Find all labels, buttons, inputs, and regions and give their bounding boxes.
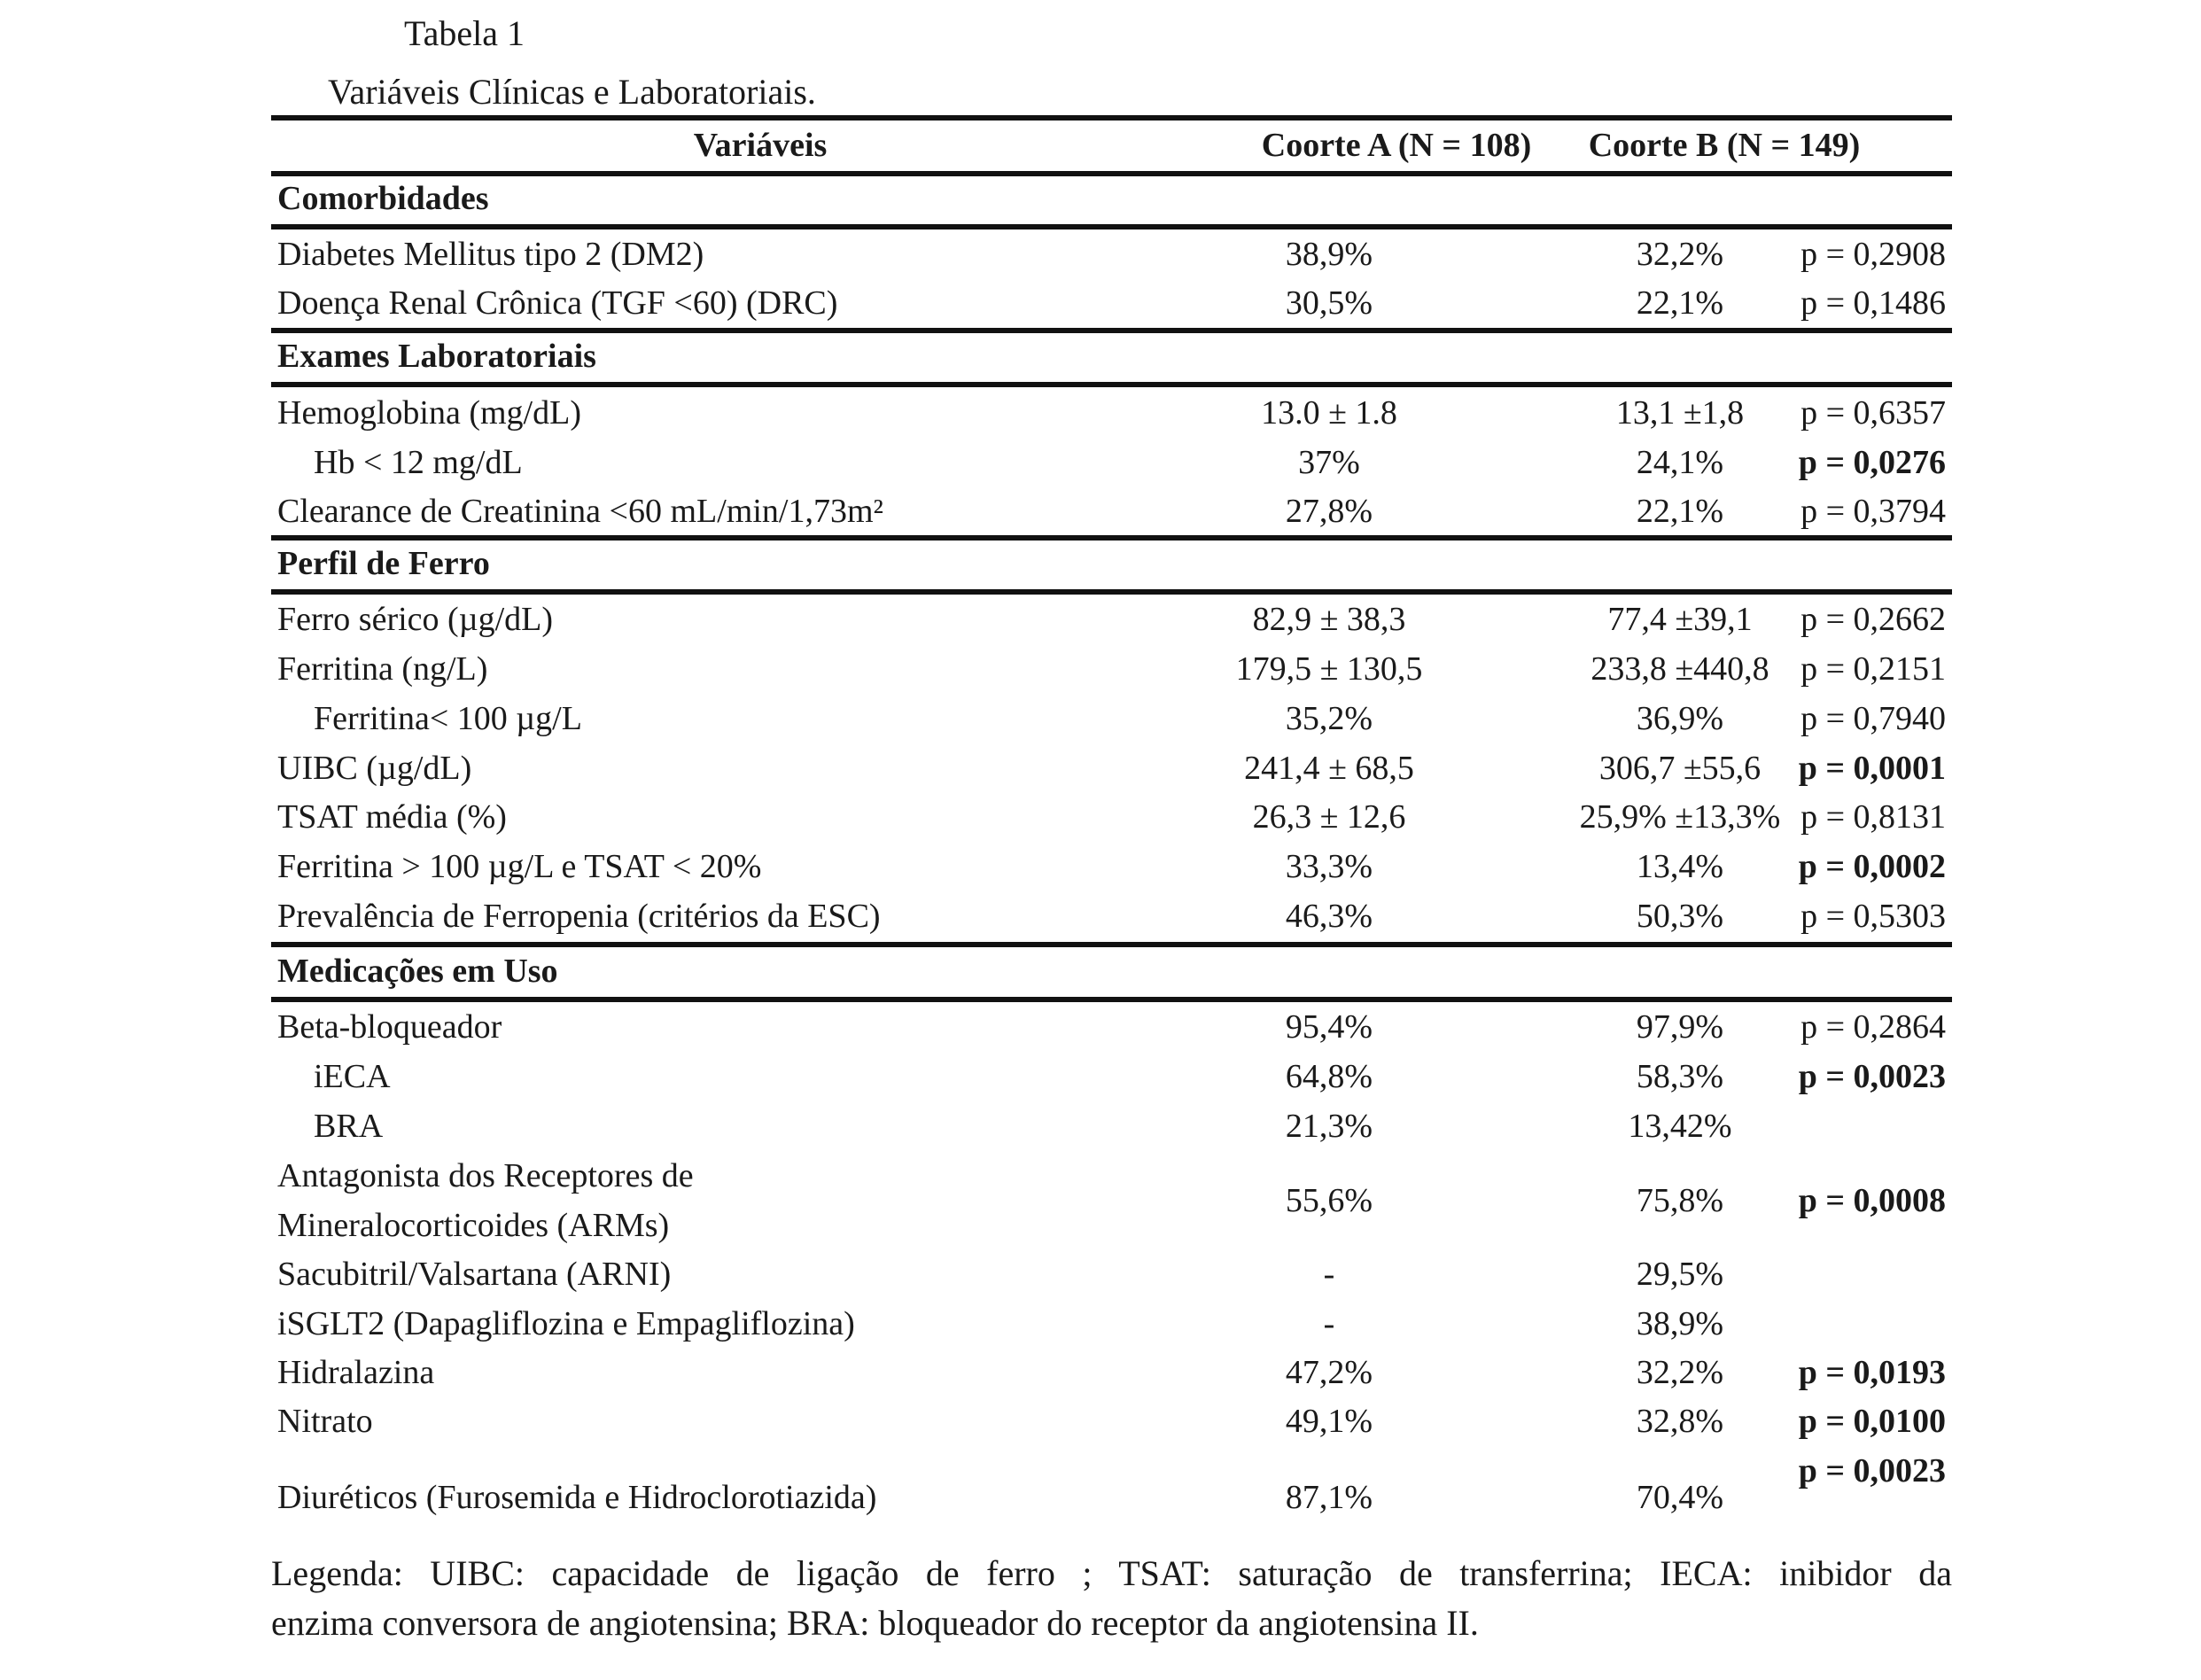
cell-coorte-a: 26,3 ± 12,6 [1252, 798, 1406, 836]
table-row [271, 1396, 1952, 1446]
cell-coorte-b: 32,2% [1636, 1354, 1724, 1391]
cell-coorte-a: 37% [1298, 444, 1360, 481]
table-row [271, 595, 1952, 644]
legend-line-1: Legenda: UIBC: capacidade de ligação de ferro ; TSAT: saturação de transferrina; IECA: inibidor da [271, 1553, 1952, 1593]
cell-p-value-significant: p = 0,0023 [1798, 1452, 1946, 1489]
row-label: Prevalência de Ferropenia (critérios da ESC) [277, 898, 881, 935]
row-label: Diabetes Mellitus tipo 2 (DM2) [277, 236, 704, 273]
cell-coorte-a: 46,3% [1285, 898, 1373, 935]
cell-coorte-b: 13,4% [1636, 848, 1724, 885]
cell-p-value-significant: p = 0,0276 [1798, 444, 1946, 481]
cell-p-value-significant: p = 0,0023 [1798, 1058, 1946, 1095]
cell-p-value: p = 0,7940 [1800, 700, 1946, 737]
cell-coorte-b: 70,4% [1636, 1479, 1724, 1516]
cell-coorte-a: 87,1% [1285, 1479, 1373, 1516]
cell-coorte-b: 306,7 ±55,6 [1598, 750, 1762, 787]
section-label: Exames Laboratoriais [277, 338, 596, 375]
section-label: Medicações em Uso [277, 953, 558, 990]
cell-p-value-significant: p = 0,0100 [1798, 1403, 1946, 1440]
cell-coorte-b: 32,2% [1636, 236, 1724, 273]
section-title-exames [271, 331, 1952, 381]
table-legend [271, 1549, 1952, 1648]
table-header-row [271, 121, 1952, 170]
cell-coorte-b: 97,9% [1636, 1008, 1724, 1046]
cell-coorte-b: 22,1% [1636, 284, 1724, 322]
header-coorte-b: Coorte B (N = 149) [1588, 127, 1861, 164]
cell-p-value-significant: p = 0,0193 [1798, 1354, 1946, 1391]
table-row [271, 1446, 1952, 1526]
section-label: Comorbidades [277, 180, 489, 217]
cell-coorte-b: 24,1% [1636, 444, 1724, 481]
cell-coorte-b: 22,1% [1636, 493, 1724, 530]
cell-coorte-a: 13.0 ± 1.8 [1261, 394, 1397, 432]
header-coorte-a: Coorte A (N = 108) [1261, 127, 1532, 164]
cell-coorte-a: 30,5% [1285, 284, 1373, 322]
table-row [271, 1052, 1952, 1101]
row-label: Hemoglobina (mg/dL) [277, 394, 581, 432]
row-label: Ferritina< 100 µg/L [314, 700, 582, 737]
table-row [271, 438, 1952, 487]
cell-p-value: p = 0,2864 [1800, 1008, 1946, 1046]
cell-p-value: p = 0,2908 [1800, 236, 1946, 273]
cell-coorte-b: 25,9% ±13,3% [1579, 798, 1781, 836]
row-label: Ferritina > 100 µg/L e TSAT < 20% [277, 848, 762, 885]
cell-coorte-b: 13,42% [1628, 1108, 1732, 1145]
cell-p-value: p = 0,2151 [1800, 650, 1946, 688]
table-caption-title: Tabela 1 [404, 13, 525, 53]
table-row [271, 891, 1952, 941]
table-row [271, 278, 1952, 328]
table-row [271, 1299, 1952, 1349]
row-label: Sacubitril/Valsartana (ARNI) [277, 1256, 672, 1293]
cell-p-value: p = 0,2662 [1800, 601, 1946, 638]
row-label: Diuréticos (Furosemida e Hidroclorotiazida) [277, 1479, 877, 1516]
table-row [271, 1101, 1952, 1151]
table-row [271, 1151, 1952, 1250]
cell-coorte-a: 64,8% [1285, 1058, 1373, 1095]
row-label: Ferro sérico (µg/dL) [277, 601, 554, 638]
row-label: Clearance de Creatinina <60 mL/min/1,73m² [277, 493, 883, 530]
cell-p-value: p = 0,3794 [1800, 493, 1946, 530]
row-label: Ferritina (ng/L) [277, 650, 488, 688]
cell-p-value: p = 0,8131 [1800, 798, 1946, 836]
cell-coorte-a: - [1323, 1256, 1335, 1293]
section-rule [271, 382, 1952, 387]
row-label: TSAT média (%) [277, 798, 507, 836]
section-label: Perfil de Ferro [277, 545, 490, 582]
cell-coorte-a: 27,8% [1285, 493, 1373, 530]
cell-coorte-a: 241,4 ± 68,5 [1244, 750, 1414, 787]
table-caption-subtitle: Variáveis Clínicas e Laboratoriais. [328, 72, 816, 112]
row-label-line1: Antagonista dos Receptores de [277, 1157, 694, 1194]
table-row [271, 644, 1952, 694]
table-row [271, 694, 1952, 743]
cell-coorte-b: 233,8 ±440,8 [1590, 650, 1769, 688]
row-label: Beta-bloqueador [277, 1008, 502, 1046]
cell-coorte-a: 33,3% [1285, 848, 1373, 885]
table-row [271, 388, 1952, 438]
table-row [271, 743, 1952, 793]
row-label: Hidralazina [277, 1354, 435, 1391]
cell-coorte-a: - [1323, 1305, 1335, 1342]
cell-coorte-a: 95,4% [1285, 1008, 1373, 1046]
row-label: Doença Renal Crônica (TGF <60) (DRC) [277, 284, 838, 322]
cell-p-value-significant: p = 0,0001 [1798, 750, 1946, 787]
cell-coorte-a: 55,6% [1285, 1182, 1373, 1219]
cell-p-value: p = 0,6357 [1800, 394, 1946, 432]
table-row [271, 792, 1952, 842]
table-row [271, 1348, 1952, 1397]
legend-line-2: enzima conversora de angiotensina; BRA: bloqueador do receptor da angiotensina II. [271, 1603, 1479, 1643]
row-label: iECA [314, 1058, 391, 1095]
cell-coorte-b: 13,1 ±1,8 [1615, 394, 1745, 432]
row-label-line2: Mineralocorticoides (ARMs) [277, 1207, 670, 1244]
section-title-perfil-ferro [271, 539, 1952, 588]
table-row [271, 486, 1952, 536]
row-label: UIBC (µg/dL) [277, 750, 472, 787]
cell-coorte-b: 32,8% [1636, 1403, 1724, 1440]
cell-coorte-b: 75,8% [1636, 1182, 1724, 1219]
cell-coorte-a: 35,2% [1285, 700, 1373, 737]
cell-coorte-a: 82,9 ± 38,3 [1252, 601, 1406, 638]
cell-p-value-significant: p = 0,0002 [1798, 848, 1946, 885]
cell-p-value-significant: p = 0,0008 [1798, 1182, 1946, 1219]
cell-coorte-b: 50,3% [1636, 898, 1724, 935]
cell-coorte-a: 47,2% [1285, 1354, 1373, 1391]
cell-coorte-b: 38,9% [1636, 1305, 1724, 1342]
table-row [271, 1249, 1952, 1299]
row-label: Nitrato [277, 1403, 373, 1440]
cell-coorte-a: 179,5 ± 130,5 [1235, 650, 1423, 688]
cell-coorte-b: 36,9% [1636, 700, 1724, 737]
section-title-comorbidades [271, 174, 1952, 223]
cell-coorte-a: 49,1% [1285, 1403, 1373, 1440]
cell-coorte-b: 29,5% [1636, 1256, 1724, 1293]
row-label: iSGLT2 (Dapagliflozina e Empagliflozina) [277, 1305, 855, 1342]
table-row [271, 1002, 1952, 1052]
section-title-medicacoes [271, 946, 1952, 996]
cell-coorte-b: 58,3% [1636, 1058, 1724, 1095]
cell-p-value: p = 0,5303 [1800, 898, 1946, 935]
header-variaveis: Variáveis [693, 127, 828, 164]
cell-coorte-b: 77,4 ±39,1 [1607, 601, 1753, 638]
cell-coorte-a: 38,9% [1285, 236, 1373, 273]
row-label: BRA [314, 1108, 384, 1145]
table-row [271, 842, 1952, 891]
cell-coorte-a: 21,3% [1285, 1108, 1373, 1145]
table-row [271, 229, 1952, 279]
cell-p-value: p = 0,1486 [1800, 284, 1946, 322]
row-label: Hb < 12 mg/dL [314, 444, 523, 481]
